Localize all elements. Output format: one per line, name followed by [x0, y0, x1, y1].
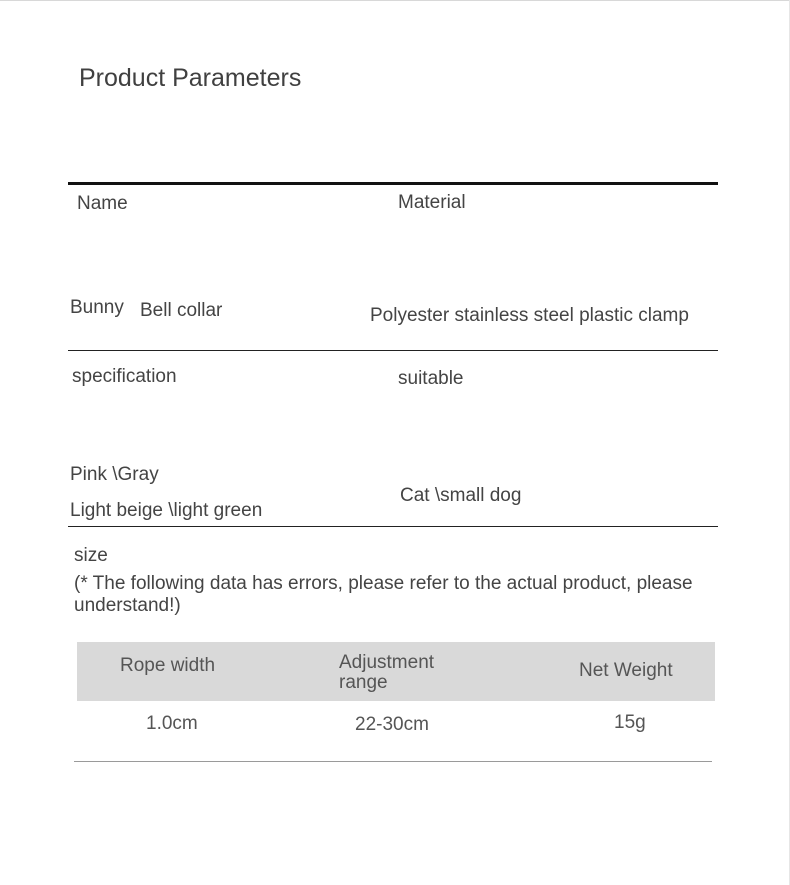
- size-header-net-weight: Net Weight: [579, 660, 673, 681]
- size-table-bottom-rule: [74, 761, 712, 762]
- name-value-part1: Bunny: [70, 297, 124, 318]
- suitable-value: Cat \small dog: [400, 485, 522, 506]
- specification-label: specification: [72, 366, 177, 387]
- row-divider-2: [68, 526, 718, 527]
- size-value-adjustment-range: 22-30cm: [355, 714, 429, 735]
- table-top-rule: [68, 182, 718, 185]
- specification-value-line2: Light beige \light green: [70, 500, 263, 521]
- name-value-part2: Bell collar: [140, 300, 223, 321]
- size-note: (* The following data has errors, please refer to the actual product, please understand!): [74, 573, 693, 616]
- size-value-net-weight: 15g: [614, 712, 646, 733]
- size-value-rope-width: 1.0cm: [146, 713, 198, 734]
- material-value: Polyester stainless steel plastic clamp: [370, 305, 689, 326]
- name-label: Name: [77, 193, 128, 214]
- row-divider-1: [68, 350, 718, 351]
- size-label: size: [74, 545, 108, 566]
- page-title: Product Parameters: [79, 64, 302, 92]
- specification-value-line1: Pink \Gray: [70, 464, 159, 485]
- size-header-rope-width: Rope width: [120, 655, 216, 676]
- suitable-label: suitable: [398, 368, 464, 389]
- top-border: [0, 0, 790, 1]
- material-label: Material: [398, 192, 466, 213]
- size-header-adjustment-range: Adjustment range: [339, 652, 435, 693]
